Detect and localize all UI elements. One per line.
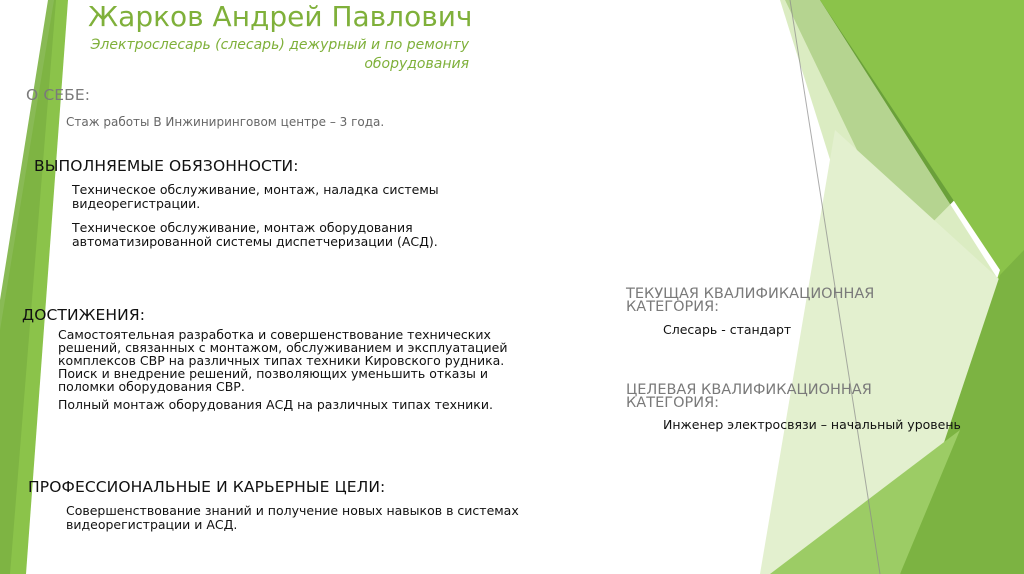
about-text: Стаж работы В Инжиниринговом центре – 3 года. (66, 115, 385, 129)
duties-heading: ВЫПОЛНЯЕМЫЕ ОБЯЗОННОСТИ: (34, 157, 299, 175)
person-name: Жарков Андрей Павлович (88, 0, 473, 33)
goals-heading: ПРОФЕССИОНАЛЬНЫЕ И КАРЬЕРНЫЕ ЦЕЛИ: (28, 478, 386, 496)
current-category-heading: ТЕКУЩАЯ КВАЛИФИКАЦИОННАЯ КАТЕГОРИЯ: (626, 286, 875, 315)
current-category-value: Слесарь - стандарт (663, 322, 792, 337)
about-heading: О СЕБЕ: (26, 86, 91, 104)
goals-text: Совершенствование знаний и получение новых навыков в системах видеорегистрации и АСД. (66, 503, 519, 532)
position-title: Электрослесарь (слесарь) дежурный и по ремонту оборудования (90, 37, 469, 72)
duties-item-2: Техническое обслуживание, монтаж оборудования автоматизированной системы диспетчеризации (АСД). (72, 220, 438, 249)
achievements-item-2: Полный монтаж оборудования АСД на различных типах техники. (58, 397, 493, 412)
achievements-heading: ДОСТИЖЕНИЯ: (22, 306, 146, 324)
duties-item-1: Техническое обслуживание, монтаж, наладка системы видеорегистрации. (72, 182, 439, 211)
achievements-item-1: Самостоятельная разработка и совершенствование технических решений, связанных с монтажом, обслуживанием и эксплуатацией комплексов СВР на различных типах техники Кировского рудника. Поиск и внедрение решений, позволяющих уменьшить отказы и поломки оборудования СВР. (58, 327, 508, 394)
target-category-heading: ЦЕЛЕВАЯ КВАЛИФИКАЦИОННАЯ КАТЕГОРИЯ: (626, 382, 872, 411)
target-category-value: Инженер электросвязи – начальный уровень (663, 417, 961, 432)
